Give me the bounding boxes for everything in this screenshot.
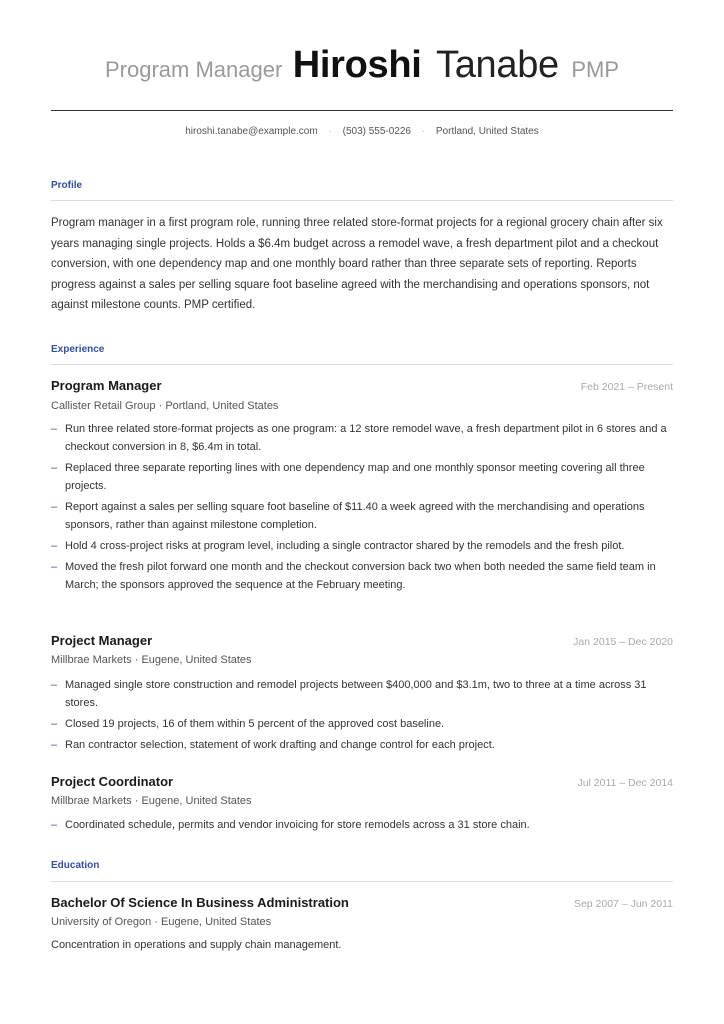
list-item (51, 816, 675, 834)
resume-header (0, 44, 724, 87)
degree-title: Bachelor Of Science In Business Administration (51, 895, 349, 910)
bullet-text: Replaced three separate reporting lines with one dependency map and one monthly sponsor meeting covering all three projects. (65, 462, 645, 492)
bullet-dash: – (51, 423, 58, 435)
job-bullets (51, 420, 675, 597)
profile-summary: Program manager in a first program role, running three related store-format projects for a regional grocery chain after six years managing single projects. Holds a $6.4m budget across a remodel wave, a fresh department pilot and a checkout conversion, with one dependency map and one monthly board rather than three separate sets of reporting. Reports progress against a sales per selling square foot baseline agreed with the merchandising and operations sponsors, not against milestone counts. PMP certified. (51, 217, 663, 311)
contact-phone[interactable]: (503) 555-0226 (342, 126, 411, 137)
list-item (51, 498, 675, 534)
bullet-dash: – (51, 561, 58, 573)
list-item (51, 736, 675, 754)
bullet-text: Moved the fresh pilot forward one month and the checkout conversion back two when both needed the same field team in March; the sponsors approved the sequence at the February meeting. (65, 561, 656, 591)
bullet-dash: – (51, 739, 58, 751)
header-divider (51, 110, 673, 111)
bullet-dash: – (51, 501, 58, 513)
bullet-dash: – (51, 819, 58, 831)
contact-separator: · (421, 126, 426, 137)
job-bullets (51, 816, 675, 837)
contact-email[interactable]: hiroshi.tanabe@example.com (185, 126, 318, 137)
bullet-dash: – (51, 462, 58, 474)
job-title: Project Manager (51, 633, 153, 648)
section-heading-profile: Profile (51, 180, 83, 191)
list-item (51, 420, 675, 456)
header-role: Program Manager (104, 57, 283, 82)
list-item (51, 459, 675, 495)
contact-location: Portland, United States (435, 126, 539, 137)
list-item (51, 537, 675, 555)
section-divider (51, 200, 673, 201)
job-company: Millbrae Markets · Eugene, United States (51, 795, 252, 807)
job-dates: Feb 2021 – Present (580, 381, 673, 393)
contact-line (0, 126, 724, 137)
job-company: Callister Retail Group · Portland, United States (51, 400, 279, 412)
bullet-text: Hold 4 cross-project risks at program level, including a single contractor shared by the remodels and the fresh pilot. (65, 540, 625, 552)
job-dates: Jan 2015 – Dec 2020 (573, 636, 673, 648)
list-item (51, 715, 675, 733)
list-item (51, 558, 675, 594)
bullet-text: Ran contractor selection, statement of work drafting and change control for each project. (65, 739, 495, 751)
education-dates: Sep 2007 – Jun 2011 (573, 898, 673, 910)
section-divider (51, 364, 673, 365)
bullet-text: Run three related store-format projects as one program: a 12 store remodel wave, a fresh department pilot in 6 stores and a checkout conversion in 8, $6.4m in total. (65, 423, 667, 453)
section-heading-experience: Experience (51, 344, 105, 355)
job-dates: Jul 2011 – Dec 2014 (577, 777, 673, 789)
job-title: Program Manager (51, 378, 162, 393)
list-item (51, 676, 675, 712)
bullet-dash: – (51, 679, 58, 691)
header-first-name: Hiroshi (292, 44, 422, 86)
bullet-text: Report against a sales per selling square foot baseline of $11.40 a week agreed with the merchandising and operations sponsors, rather than against milestone completion. (65, 501, 645, 531)
section-heading-education: Education (51, 860, 100, 871)
bullet-text: Closed 19 projects, 16 of them within 5 percent of the approved cost baseline. (65, 718, 445, 730)
bullet-dash: – (51, 540, 58, 552)
school-name: University of Oregon · Eugene, United States (51, 916, 272, 928)
section-divider (51, 881, 673, 882)
education-note: Concentration in operations and supply chain management. (51, 939, 342, 951)
job-company: Millbrae Markets · Eugene, United States (51, 654, 252, 666)
job-bullets (51, 676, 675, 757)
bullet-dash: – (51, 718, 58, 730)
header-last-name: Tanabe (436, 44, 559, 86)
header-credential: PMP (571, 57, 620, 82)
job-title: Project Coordinator (51, 774, 174, 789)
bullet-text: Managed single store construction and remodel projects between $400,000 and $3.1m, two to three at a time across 31 stores. (65, 679, 647, 709)
contact-separator: · (328, 126, 332, 137)
bullet-text: Coordinated schedule, permits and vendor invoicing for store remodels across a 31 store chain. (65, 819, 530, 831)
